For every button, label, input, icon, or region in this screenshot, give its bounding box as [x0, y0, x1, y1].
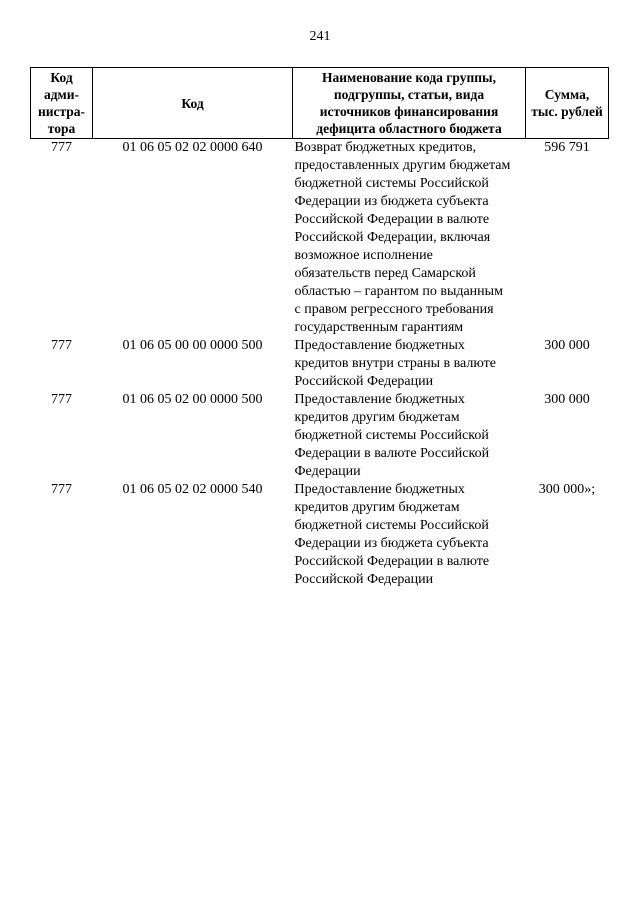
- table-row: [31, 139, 609, 338]
- table-row: [31, 481, 609, 589]
- admin-code-cell: 777: [51, 338, 72, 353]
- code-cell: 01 06 05 02 02 0000 640: [122, 140, 263, 155]
- name-cell: Предоставление бюджетных кредитов внутри страны в валюте Российской Федерации: [294, 338, 496, 389]
- budget-sources-table: [30, 67, 609, 589]
- page-number: 241: [309, 29, 331, 44]
- amount-cell: 300 000»;: [538, 482, 596, 497]
- name-cell: Предоставление бюджетных кредитов другим бюджетам бюджетной системы Российской Федерации в валюте Российской Федерации: [294, 392, 490, 479]
- amount-cell: 300 000: [544, 338, 590, 353]
- header-amount: Сумма, тыс. рублей: [526, 68, 609, 139]
- table-row: [31, 391, 609, 481]
- header-admin-code: Код адми- нистра- тора: [31, 68, 93, 139]
- amount-cell: 596 791: [544, 140, 590, 155]
- admin-code-cell: 777: [51, 482, 72, 497]
- admin-code-cell: 777: [51, 392, 72, 407]
- header-code: Код: [93, 68, 293, 139]
- name-cell: Предоставление бюджетных кредитов другим бюджетам бюджетной системы Российской Федерации из бюджета субъекта Российской Федерации в валюте Российской Федерации: [294, 482, 490, 587]
- code-cell: 01 06 05 02 00 0000 500: [122, 392, 263, 407]
- amount-cell: 300 000: [544, 392, 590, 407]
- header-name: Наименование кода группы, подгруппы, статьи, вида источников финансирования дефицита областного бюджета: [293, 68, 526, 139]
- name-cell: Возврат бюджетных кредитов, предоставленных другим бюджетам бюджетной системы Российской Федерации из бюджета субъекта Российской Федерации в валюте Российской Федерации, включая возможное исполнение обязательств перед Самарской областью – гарантом по выданным с правом регрессного требования государственным гарантиям: [294, 140, 511, 335]
- table-row: [31, 337, 609, 391]
- table-header-row: [31, 68, 609, 139]
- admin-code-cell: 777: [51, 140, 72, 155]
- code-cell: 01 06 05 02 02 0000 540: [122, 482, 263, 497]
- code-cell: 01 06 05 00 00 0000 500: [122, 338, 263, 353]
